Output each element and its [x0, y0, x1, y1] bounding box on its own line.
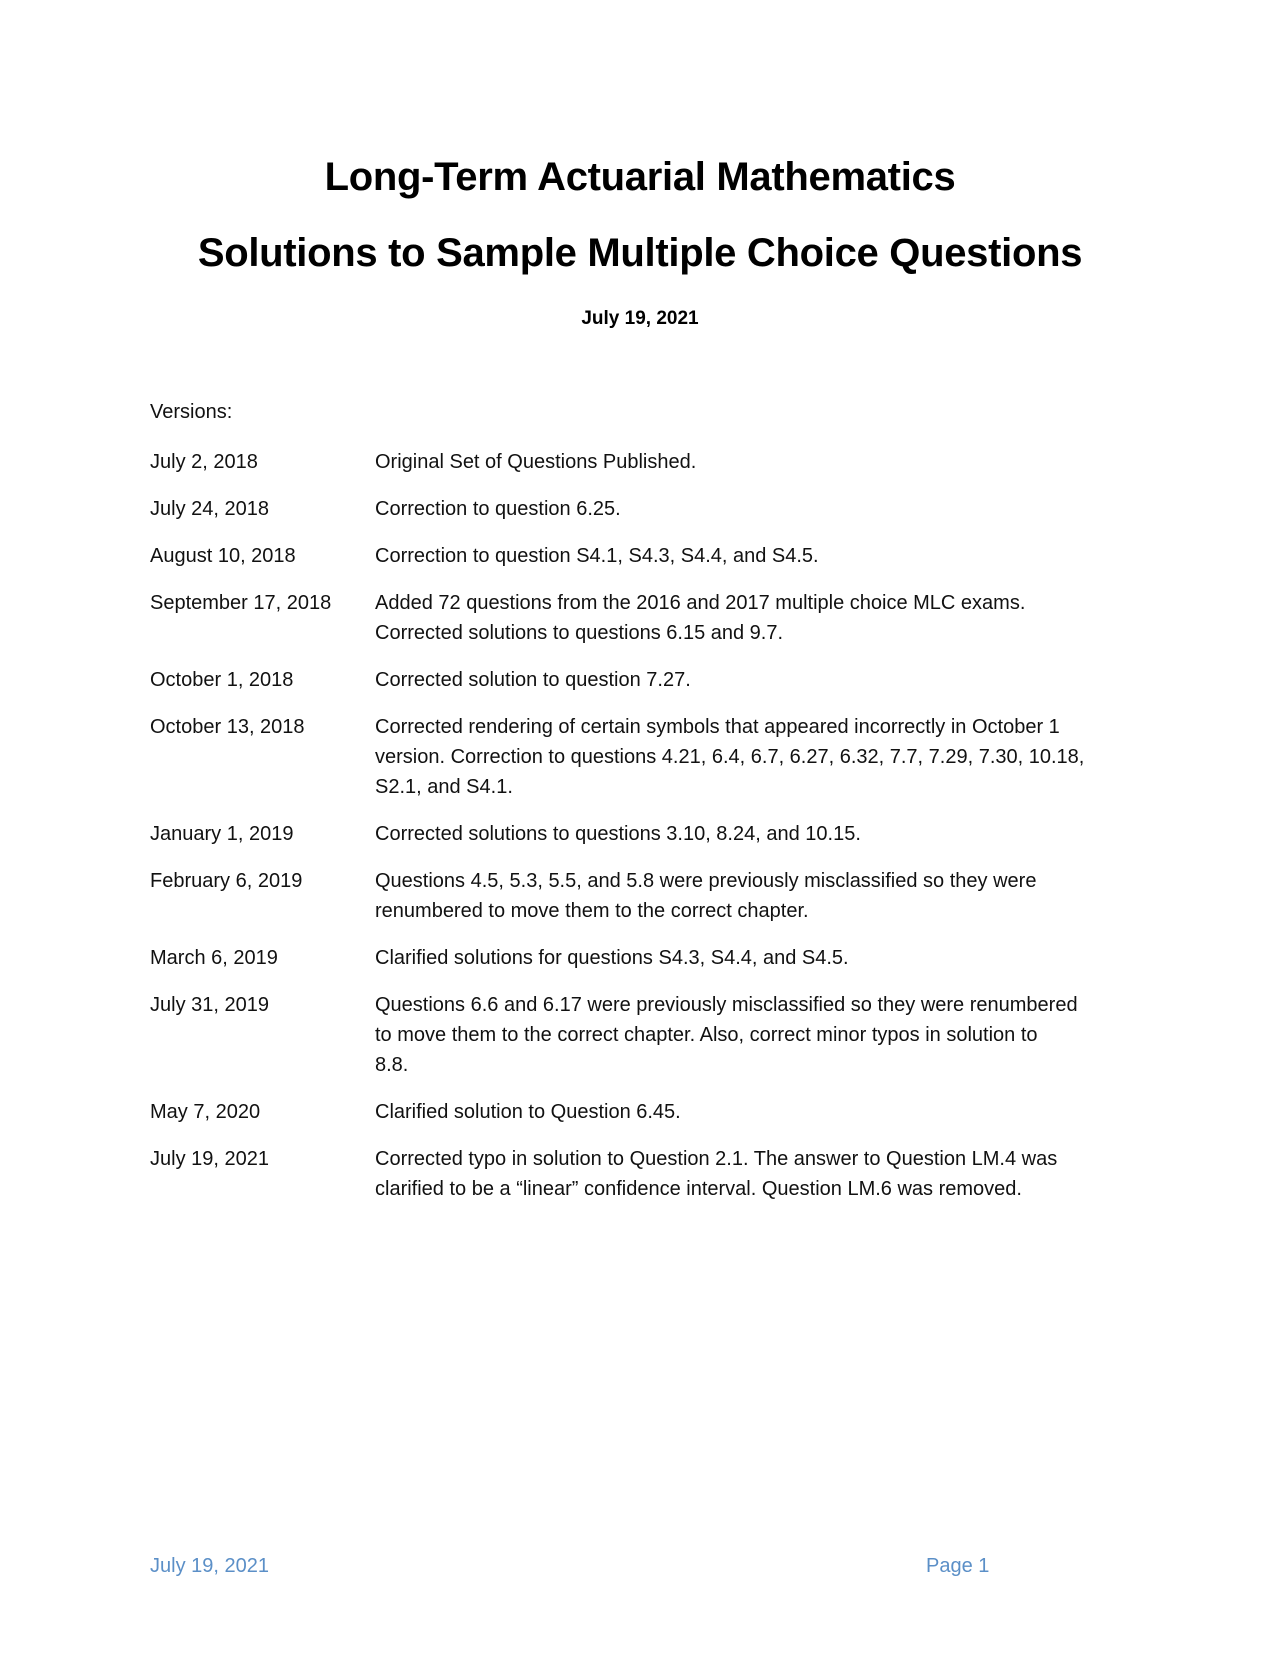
- version-note: Corrected solution to question 7.27.: [375, 669, 691, 691]
- version-date: July 19, 2021: [150, 1148, 269, 1170]
- document-title: Long-Term Actuarial Mathematics: [324, 155, 956, 199]
- version-row: [150, 943, 1150, 973]
- version-date: August 10, 2018: [150, 545, 296, 567]
- version-note: Corrected rendering of certain symbols that appeared incorrectly in October 1 version. Correction to questions 4.21, 6.4, 6.7, 6.27, 6.32, 7.7, 7.29, 7.30, 10.18, S2.1, and S4.1.: [375, 716, 1085, 798]
- version-date: March 6, 2019: [150, 947, 278, 969]
- document-subtitle: Solutions to Sample Multiple Choice Questions: [197, 231, 1083, 275]
- version-row: [150, 866, 1150, 926]
- version-date: May 7, 2020: [150, 1101, 261, 1123]
- version-row: [150, 712, 1150, 802]
- version-note: Original Set of Questions Published.: [375, 451, 697, 473]
- version-date: July 2, 2018: [150, 451, 258, 473]
- version-note: Corrected solutions to questions 3.10, 8.24, and 10.15.: [375, 823, 861, 845]
- document-date: July 19, 2021: [581, 308, 699, 329]
- version-date: October 1, 2018: [150, 669, 294, 691]
- version-row: [150, 819, 1150, 849]
- footer-page-number: Page 1: [926, 1555, 990, 1577]
- version-row: [150, 1144, 1150, 1204]
- version-date: January 1, 2019: [150, 823, 294, 845]
- version-note: Added 72 questions from the 2016 and 2017 multiple choice MLC exams. Corrected solutions to questions 6.15 and 9.7.: [375, 592, 1026, 644]
- version-note: Clarified solution to Question 6.45.: [375, 1101, 681, 1123]
- version-row: [150, 494, 1150, 524]
- version-note: Questions 4.5, 5.3, 5.5, and 5.8 were previously misclassified so they were renumbered to move them to the correct chapter.: [375, 870, 1037, 922]
- version-note: Questions 6.6 and 6.17 were previously misclassified so they were renumbered to move them to the correct chapter. Also, correct minor typos in solution to 8.8.: [375, 994, 1078, 1076]
- version-row: [150, 990, 1150, 1080]
- version-note: Clarified solutions for questions S4.3, S4.4, and S4.5.: [375, 947, 849, 969]
- version-date: July 24, 2018: [150, 498, 269, 520]
- version-row: [150, 541, 1150, 571]
- version-date: September 17, 2018: [150, 592, 332, 614]
- version-date: February 6, 2019: [150, 870, 303, 892]
- version-note: Correction to question 6.25.: [375, 498, 621, 520]
- version-history-list: [150, 447, 1150, 1221]
- version-row: [150, 1097, 1150, 1127]
- version-date: October 13, 2018: [150, 716, 305, 738]
- version-row: [150, 447, 1150, 477]
- version-date: July 31, 2019: [150, 994, 269, 1016]
- footer-date: July 19, 2021: [150, 1555, 269, 1577]
- version-note: Correction to question S4.1, S4.3, S4.4, and S4.5.: [375, 545, 819, 567]
- version-note: Corrected typo in solution to Question 2.1. The answer to Question LM.4 was clarified to be a “linear” confidence interval. Question LM.6 was removed.: [375, 1148, 1058, 1200]
- version-row: [150, 588, 1150, 648]
- version-row: [150, 665, 1150, 695]
- versions-label: Versions:: [150, 401, 233, 423]
